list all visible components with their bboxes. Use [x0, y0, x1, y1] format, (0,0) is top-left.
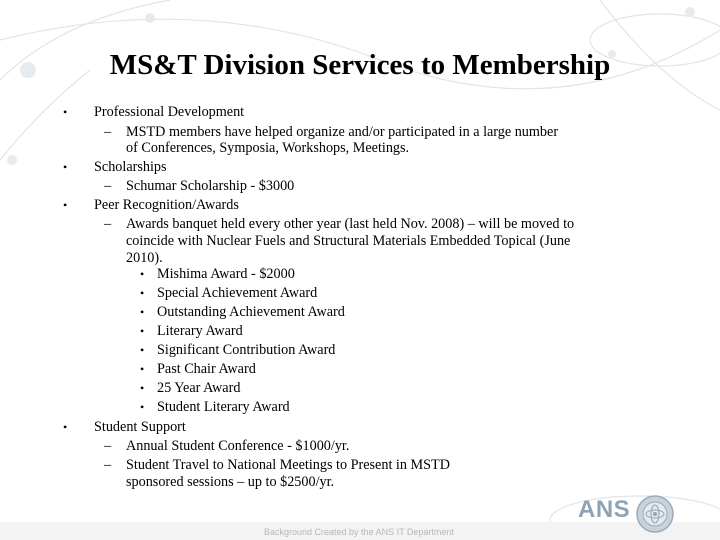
- award-item: 25 Year Award: [157, 380, 241, 396]
- award-item: Mishima Award - $2000: [157, 266, 295, 282]
- sub-item-line: coincide with Nuclear Fuels and Structural Materials Embedded Topical (June: [126, 233, 571, 249]
- award-bullet: •: [140, 343, 145, 357]
- award-item: Outstanding Achievement Award: [157, 304, 345, 320]
- sub-dash: –: [104, 216, 112, 232]
- bullet-student-support: Student Support: [94, 419, 186, 435]
- sub-item-line: of Conferences, Symposia, Workshops, Meetings.: [126, 140, 410, 156]
- award-item: Past Chair Award: [157, 361, 256, 377]
- bullet-professional-development: Professional Development: [94, 104, 245, 120]
- sub-item-line: Student Travel to National Meetings to Present in MSTD: [126, 457, 450, 473]
- sub-dash: –: [104, 124, 112, 140]
- award-item: Special Achievement Award: [157, 285, 318, 301]
- bullet-peer-recognition: Peer Recognition/Awards: [94, 197, 239, 213]
- sub-dash: –: [104, 178, 112, 194]
- sub-item-line: 2010).: [126, 250, 163, 266]
- award-bullet: •: [140, 362, 145, 376]
- award-bullet: •: [140, 381, 145, 395]
- slide-title: MS&T Division Services to Membership: [109, 49, 611, 81]
- award-bullet: •: [140, 400, 145, 414]
- award-bullet: •: [140, 305, 145, 319]
- sub-item-line: sponsored sessions – up to $2500/yr.: [126, 474, 335, 490]
- award-bullet: •: [140, 267, 145, 281]
- ans-logo: [578, 494, 708, 534]
- sub-item-line: MSTD members have helped organize and/or participated in a large number: [126, 124, 559, 140]
- award-bullet: •: [140, 324, 145, 338]
- sub-dash: –: [104, 457, 112, 473]
- award-bullet: •: [140, 286, 145, 300]
- sub-dash: –: [104, 438, 112, 454]
- award-item: Significant Contribution Award: [157, 342, 336, 358]
- award-item: Student Literary Award: [157, 399, 290, 415]
- bullet-marker: •: [63, 198, 68, 212]
- bullet-marker: •: [63, 105, 68, 119]
- award-item: Literary Award: [157, 323, 243, 339]
- sub-item-line: Schumar Scholarship - $3000: [126, 178, 295, 194]
- footer-credit: Background Created by the ANS IT Department: [264, 527, 454, 537]
- ans-logo-text: ANS: [578, 496, 631, 523]
- sub-item-line: Awards banquet held every other year (last held Nov. 2008) – will be moved to: [126, 216, 575, 232]
- ans-seal-icon: [630, 494, 680, 534]
- sub-item-line: Annual Student Conference - $1000/yr.: [126, 438, 350, 454]
- bullet-marker: •: [63, 160, 68, 174]
- bullet-scholarships: Scholarships: [94, 159, 167, 175]
- bullet-marker: •: [63, 420, 68, 434]
